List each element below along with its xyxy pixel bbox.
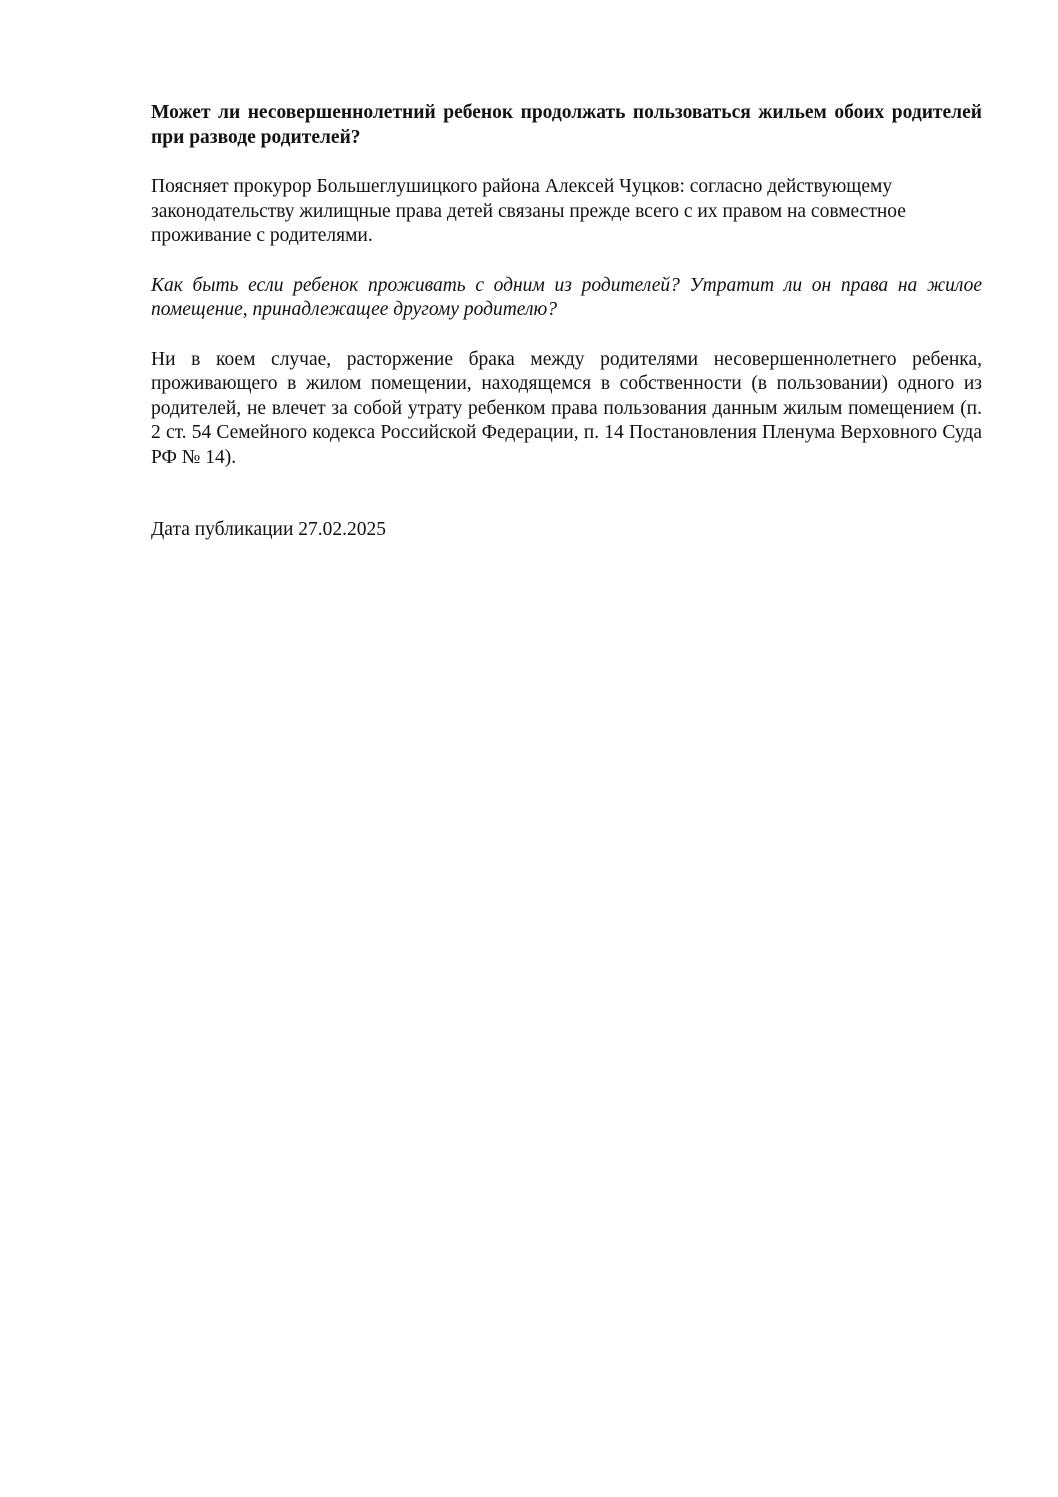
publication-date: Дата публикации 27.02.2025 bbox=[151, 519, 387, 540]
document-body bbox=[151, 101, 982, 543]
paragraph-answer: Ни в коем случае, расторжение брака между родителями несовершеннолетнего ребенка, проживающего в жилом помещении, находящемся в собственности (в пользовании) одного из родителей, не влечет за собой утрату ребенком права пользования данным жилым помещением (п. 2 ст. 54 Семейного кодекса Российской Федерации, п. 14 Постановления Пленума Верховного Суда РФ № 14). bbox=[151, 348, 982, 468]
document-heading: Может ли несовершеннолетний ребенок продолжать пользоваться жильем обоих родителей при разводе родителей? bbox=[151, 102, 982, 148]
paragraph-prosecutor-explanation: Поясняет прокурор Большеглушицкого района Алексей Чуцков: согласно действующему законодательству жилищные права детей связаны прежде всего с их правом на совместное проживание с родителями. bbox=[151, 176, 906, 246]
paragraph-question: Как быть если ребенок проживать с одним из родителей? Утратит ли он права на жилое помещение, принадлежащее другому родителю? bbox=[151, 274, 982, 320]
